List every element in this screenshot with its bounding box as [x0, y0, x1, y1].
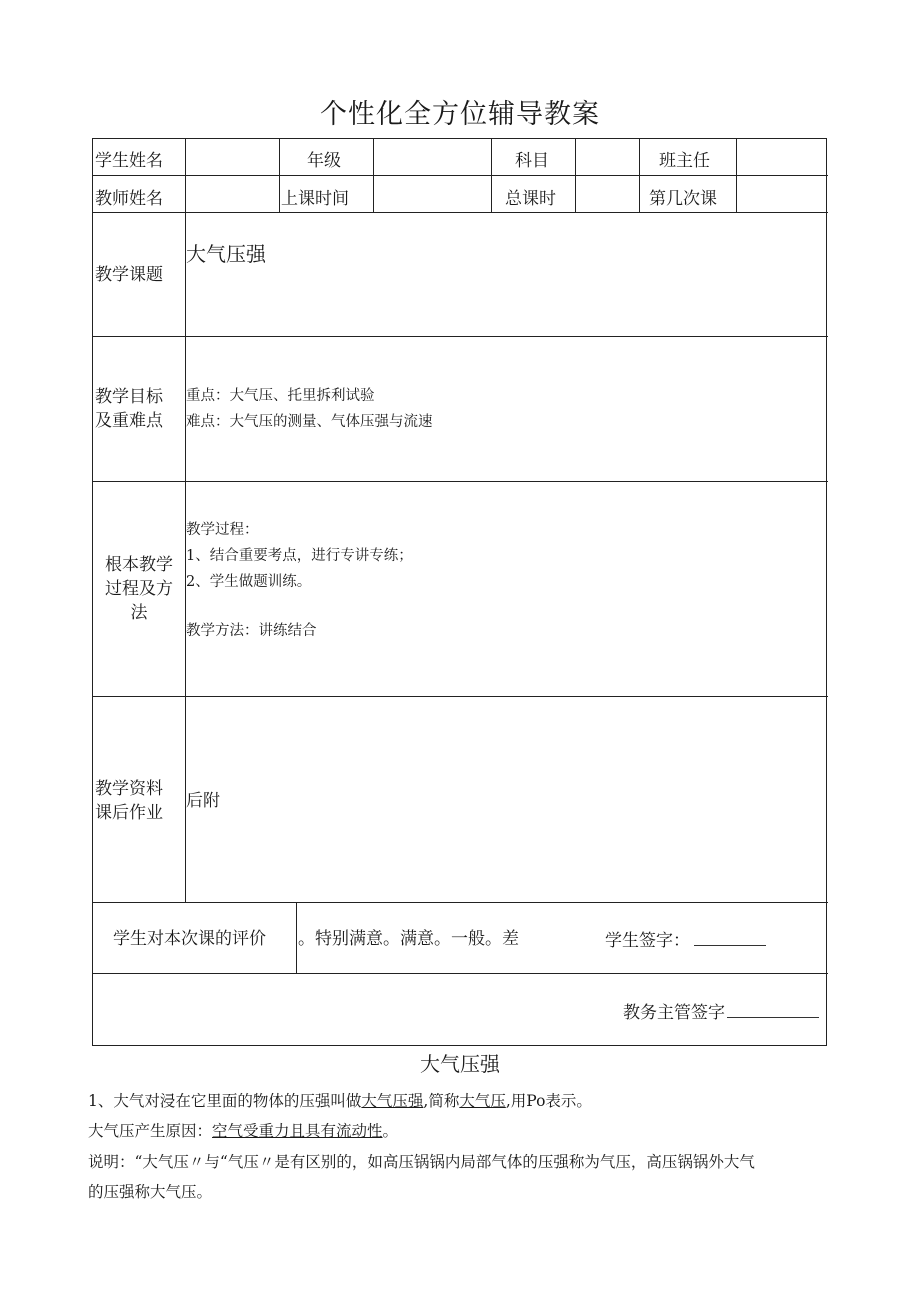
paragraph-2	[88, 1120, 398, 1142]
lesson-number-label: 第几次课	[649, 189, 717, 209]
goals-label-line1: 教学目标	[95, 387, 163, 407]
goals-label-line2: 及重难点	[95, 411, 163, 431]
term-air-pressure-short: 大气压	[459, 1092, 506, 1110]
paragraph-2-part-a: 大气压产生原因：	[88, 1122, 213, 1140]
row-divider	[93, 902, 828, 903]
grade-label: 年级	[307, 151, 341, 171]
supervisor-sign-label: 教务主管签字	[623, 1003, 725, 1023]
student-name-label: 学生姓名	[95, 151, 163, 171]
student-sign-row	[605, 929, 766, 951]
paragraph-3: 说明：“大气压〃与“气压〃是有区别的，如高压锅锅内局部气体的压强称为气压，高压锅锅外大气	[88, 1153, 755, 1171]
teacher-name-label: 教师姓名	[95, 189, 163, 209]
materials-value: 后附	[186, 791, 220, 811]
total-hours-label: 总课时	[505, 189, 556, 209]
col-divider	[736, 139, 737, 212]
col-divider	[185, 139, 186, 212]
term-atmospheric-pressure: 大气压强	[361, 1092, 424, 1110]
process-heading: 教学过程：	[186, 522, 259, 538]
supervisor-sign-line[interactable]	[727, 1001, 819, 1018]
paragraph-2-part-c: 。	[382, 1122, 399, 1140]
difficulty-text: 难点：大气压的测量、气体压强与流速	[186, 414, 433, 430]
topic-label: 教学课题	[95, 265, 163, 285]
term-cause: 空气受重力且具有流动性	[212, 1122, 383, 1140]
section-title: 大气压强	[420, 1052, 500, 1076]
student-sign-line[interactable]	[694, 929, 766, 946]
paragraph-1	[88, 1090, 592, 1112]
row-divider	[93, 212, 828, 213]
row-divider	[93, 696, 828, 697]
paragraph-1-part-a: 1、大气对浸在它里面的物体的压强叫做	[88, 1092, 362, 1110]
col-divider	[575, 139, 576, 212]
col-divider	[491, 139, 492, 212]
col-divider	[373, 139, 374, 212]
student-sign-label: 学生签字：	[605, 931, 690, 951]
paragraph-4: 的压强称大气压。	[88, 1183, 213, 1201]
paragraph-1-part-e: ,用Po表示。	[505, 1092, 592, 1110]
row-divider	[93, 481, 828, 482]
head-teacher-label: 班主任	[659, 151, 710, 171]
row-divider	[93, 175, 828, 176]
paragraph-1-part-c: ,简称	[423, 1092, 460, 1110]
process-label-line2: 过程及方	[105, 579, 173, 599]
process-method: 教学方法：讲练结合	[186, 623, 317, 639]
materials-label-line2: 课后作业	[95, 803, 163, 823]
evaluation-options: 。特别满意。满意。一般。差	[298, 929, 519, 949]
col-divider	[639, 139, 640, 212]
process-label-line1: 根本教学	[105, 555, 173, 575]
topic-value: 大气压强	[186, 242, 266, 266]
supervisor-sign-row	[623, 1001, 819, 1023]
materials-label-line1: 教学资料	[95, 779, 163, 799]
col-divider	[296, 902, 297, 973]
subject-label: 科目	[515, 151, 549, 171]
evaluation-label: 学生对本次课的评价	[113, 929, 266, 949]
process-step2: 2、学生做题训练。	[186, 574, 312, 590]
process-label-line3: 法	[130, 603, 148, 623]
key-point-text: 重点：大气压、托里拆利试验	[186, 388, 375, 404]
row-divider	[93, 336, 828, 337]
lesson-plan-table	[92, 138, 827, 1046]
page-title: 个性化全方位辅导教案	[320, 99, 600, 130]
process-step1: 1、结合重要考点，进行专讲专练；	[186, 548, 413, 564]
class-time-label: 上课时间	[281, 189, 349, 209]
col-divider	[279, 139, 280, 212]
row-divider	[93, 973, 828, 974]
